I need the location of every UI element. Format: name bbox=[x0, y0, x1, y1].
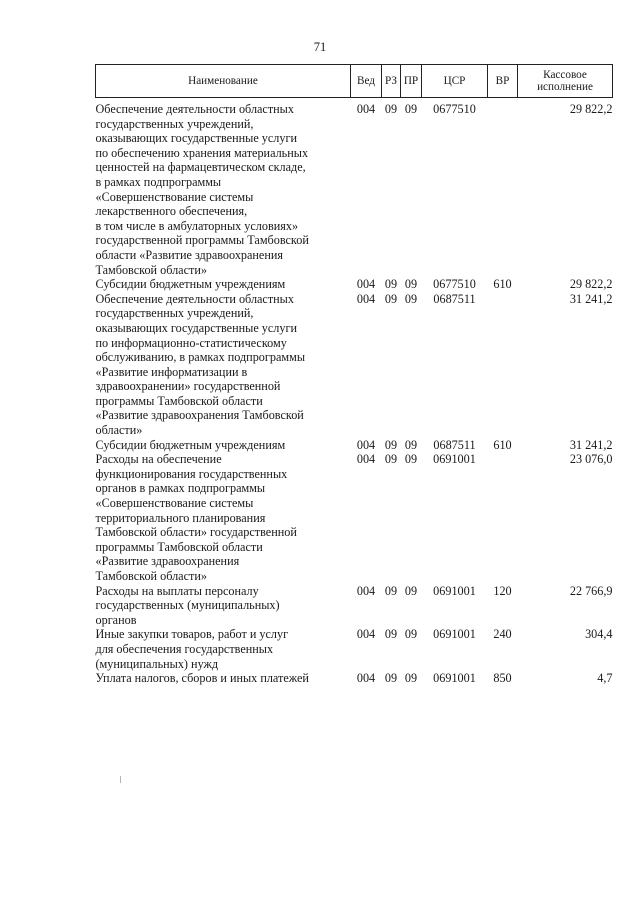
cell-vr bbox=[488, 292, 518, 438]
row-name-line: государственных учреждений, bbox=[95, 116, 254, 131]
cell-rz: 09 bbox=[384, 437, 398, 452]
row-name-line: территориального планирования bbox=[95, 510, 266, 525]
cell-rz: 09 bbox=[384, 102, 398, 116]
scan-mark bbox=[120, 776, 121, 783]
table-row bbox=[96, 438, 613, 453]
row-name-line: Тамбовской области» bbox=[95, 262, 207, 277]
row-name-line: Расходы на обеспечение bbox=[95, 452, 222, 467]
row-name-line: государственной программы Тамбовской bbox=[95, 233, 309, 248]
cell-rz: 09 bbox=[384, 452, 398, 467]
cell-vr: 610 bbox=[493, 277, 512, 292]
row-name bbox=[96, 438, 351, 453]
cell-vr: 240 bbox=[493, 627, 512, 642]
row-name-line: оказывающих государственные услуги bbox=[95, 131, 297, 146]
row-name-line: «Совершенствование системы bbox=[95, 189, 254, 204]
table-body bbox=[96, 98, 613, 686]
cell-rz: 09 bbox=[384, 583, 398, 598]
row-name-line: обслуживанию, в рамках подпрограммы bbox=[95, 350, 306, 365]
row-name-line: Обеспечение деятельности областных bbox=[95, 102, 294, 116]
cell-rz: 09 bbox=[384, 671, 398, 686]
cell-pr: 09 bbox=[404, 291, 418, 306]
cell-vr: 610 bbox=[493, 437, 512, 452]
row-name-line: Обеспечение деятельности областных bbox=[95, 291, 294, 306]
header-name: Наименование bbox=[96, 65, 351, 98]
cell-csr: 0691001 bbox=[433, 627, 476, 642]
row-name-line: (муниципальных) нужд bbox=[95, 656, 219, 671]
row-name-line: Тамбовской области» bbox=[95, 569, 207, 583]
header-vr: ВР bbox=[488, 65, 518, 98]
cell-ved: 004 bbox=[356, 583, 376, 598]
row-name-line: «Совершенствование системы bbox=[95, 496, 254, 511]
cell-csr: 0677510 bbox=[433, 102, 476, 116]
row-name-line: Тамбовской области» государственной bbox=[95, 525, 297, 540]
row-name bbox=[96, 671, 351, 686]
table-header bbox=[96, 65, 613, 98]
cell-ved: 004 bbox=[356, 291, 376, 306]
row-name-line: государственных (муниципальных) bbox=[95, 598, 280, 613]
budget-table bbox=[95, 64, 613, 686]
row-name-line: функционирования государственных bbox=[95, 466, 288, 481]
header-csr: ЦСР bbox=[422, 65, 488, 98]
cell-rz: 09 bbox=[384, 291, 398, 306]
cell-vr bbox=[488, 452, 518, 583]
header-ved: Вед bbox=[351, 65, 382, 98]
page-number: 71 bbox=[313, 40, 327, 54]
cell-amount: 31 241,2 bbox=[569, 437, 613, 452]
table-row bbox=[96, 292, 613, 438]
cell-vr: 120 bbox=[493, 583, 512, 598]
header-pr: ПР bbox=[401, 65, 422, 98]
row-name-line: программы Тамбовской области bbox=[95, 393, 263, 408]
row-name-line: оказывающих государственные услуги bbox=[95, 320, 297, 335]
cell-csr: 0687511 bbox=[433, 437, 476, 452]
cell-pr: 09 bbox=[404, 627, 418, 642]
cell-pr: 09 bbox=[404, 437, 418, 452]
cell-rz: 09 bbox=[384, 277, 398, 292]
header-rz: РЗ bbox=[382, 65, 401, 98]
table-row bbox=[96, 584, 613, 628]
table-row bbox=[96, 671, 613, 686]
cell-csr: 0687511 bbox=[433, 291, 476, 306]
row-name-line: по информационно-статистическому bbox=[95, 335, 287, 350]
row-name bbox=[96, 584, 351, 628]
row-name-line: по обеспечению хранения материальных bbox=[95, 145, 309, 160]
row-name-line: «Развитие информатизации в bbox=[95, 364, 248, 379]
cell-vr bbox=[488, 98, 518, 278]
row-name-line: «Развитие здравоохранения bbox=[95, 554, 240, 569]
table-row bbox=[96, 452, 613, 583]
cell-rz: 09 bbox=[384, 627, 398, 642]
row-name-line: для обеспечения государственных bbox=[95, 641, 274, 656]
cell-pr: 09 bbox=[404, 277, 418, 292]
row-name-line: в рамках подпрограммы bbox=[95, 174, 222, 189]
cell-csr: 0691001 bbox=[433, 671, 476, 686]
row-name-line: ценностей на фармацевтическом складе, bbox=[95, 160, 306, 175]
cell-amount: 29 822,2 bbox=[569, 277, 613, 292]
row-name bbox=[96, 627, 351, 671]
cell-ved: 004 bbox=[356, 627, 376, 642]
cell-csr: 0677510 bbox=[433, 277, 476, 292]
row-name-line: государственных учреждений, bbox=[95, 306, 254, 321]
row-name-line: области» bbox=[95, 423, 143, 438]
cell-ved: 004 bbox=[356, 671, 376, 686]
row-name bbox=[96, 452, 351, 583]
row-name-line: области «Развитие здравоохранения bbox=[95, 247, 283, 262]
row-name-line: Иные закупки товаров, работ и услуг bbox=[95, 627, 289, 642]
table-row bbox=[96, 277, 613, 292]
cell-amount: 304,4 bbox=[585, 627, 613, 642]
cell-vr: 850 bbox=[493, 671, 512, 686]
row-name bbox=[96, 277, 351, 292]
cell-amount: 4,7 bbox=[597, 671, 613, 686]
row-name-line: здравоохранении» государственной bbox=[95, 379, 281, 394]
table-row bbox=[96, 98, 613, 278]
row-name-line: в том числе в амбулаторных условиях» bbox=[95, 218, 299, 233]
row-name-line: Уплата налогов, сборов и иных платежей bbox=[95, 671, 309, 686]
cell-csr: 0691001 bbox=[433, 452, 476, 467]
cell-pr: 09 bbox=[404, 671, 418, 686]
row-name-line: программы Тамбовской области bbox=[95, 539, 263, 554]
cell-amount: 22 766,9 bbox=[569, 583, 613, 598]
cell-amount: 31 241,2 bbox=[569, 291, 613, 306]
row-name-line: Расходы на выплаты персоналу bbox=[95, 583, 259, 598]
cell-ved: 004 bbox=[356, 102, 376, 116]
row-name bbox=[96, 292, 351, 438]
cell-amount: 29 822,2 bbox=[569, 102, 613, 116]
row-name-line: Субсидии бюджетным учреждениям bbox=[95, 437, 286, 452]
row-name-line: Субсидии бюджетным учреждениям bbox=[95, 277, 286, 292]
cell-amount: 23 076,0 bbox=[569, 452, 613, 467]
cell-ved: 004 bbox=[356, 437, 376, 452]
cell-ved: 004 bbox=[356, 452, 376, 467]
row-name-line: органов bbox=[95, 612, 137, 627]
header-amount: Кассовое исполнение bbox=[518, 65, 613, 98]
cell-ved: 004 bbox=[356, 277, 376, 292]
row-name-line: органов в рамках подпрограммы bbox=[95, 481, 266, 496]
table-row bbox=[96, 627, 613, 671]
cell-pr: 09 bbox=[404, 102, 418, 116]
row-name bbox=[96, 98, 351, 278]
row-name-line: лекарственного обеспечения, bbox=[95, 204, 248, 219]
cell-pr: 09 bbox=[404, 583, 418, 598]
row-name-line: «Развитие здравоохранения Тамбовской bbox=[95, 408, 304, 423]
cell-pr: 09 bbox=[404, 452, 418, 467]
cell-csr: 0691001 bbox=[433, 583, 476, 598]
